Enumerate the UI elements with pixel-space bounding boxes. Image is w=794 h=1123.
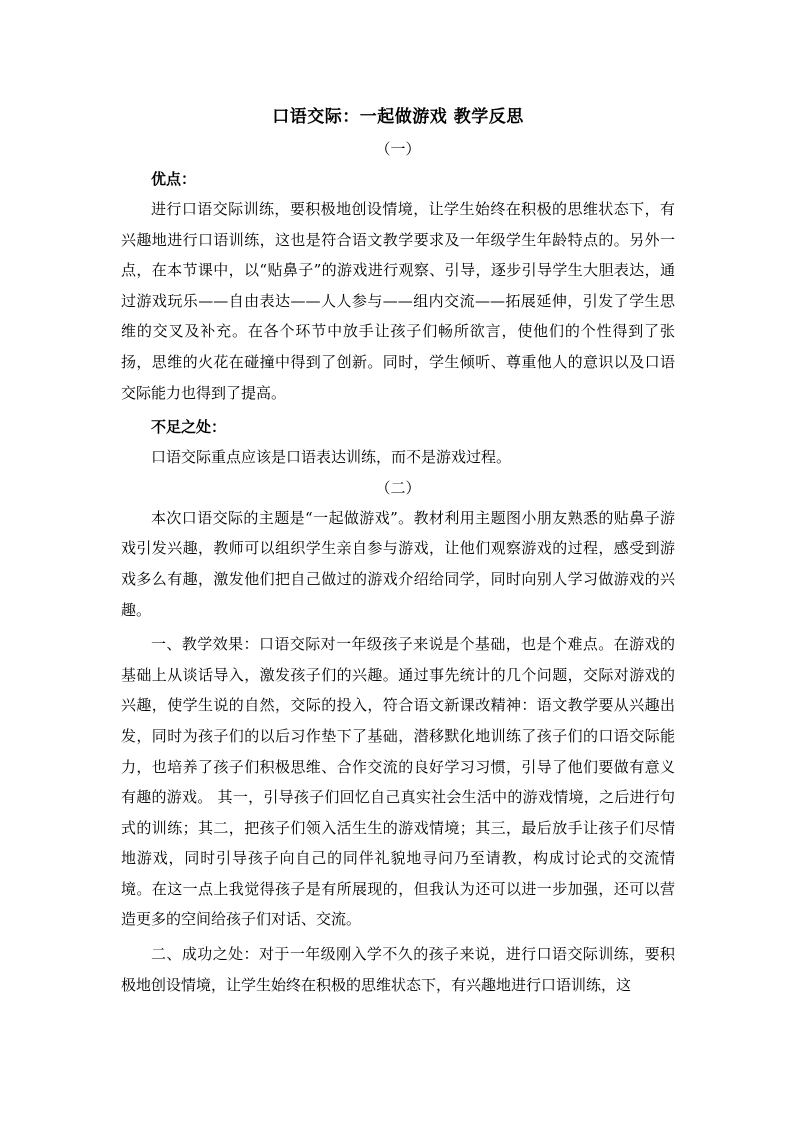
weakness-paragraph: 口语交际重点应该是口语表达训练，而不是游戏过程。 (151, 448, 512, 467)
section-number-1: （一） (375, 140, 421, 158)
strengths-paragraph: 进行口语交际训练，要积极地创设情境，让学生始终在积极的思维状态下，有兴趣地进行口语训练，这也是符合语文教学要求及一年级学生年龄特点的。另外一点，在本节课中，以“贴鼻子”的游戏进行观察、引导，逐步引导学生大胆表达，通过游戏玩乐——自由表达——人人参与——组内交流——拓展延伸，引发了学生思维的交叉及补充。在各个环节中放手让孩子们畅所欲言，使他们的个性得到了张扬，思维的火花在碰撞中得到了创新。同时，学生倾听、尊重他人的意识以及口语交际能力也得到了提高。 (121, 200, 675, 402)
document-body (121, 100, 675, 1000)
teaching-effect-paragraph: 一、教学效果：口语交际对一年级孩子来说是个基础，也是个难点。在游戏的基础上从谈话导入，激发孩子们的兴趣。通过事先统计的几个问题，交际对游戏的兴趣，使学生说的自然，交际的投入，符合语文新课改精神：语文教学要从兴趣出发，同时为孩子们的以后习作垫下了基础，潜移默化地训练了孩子们的口语交际能力，也培养了孩子们积极思维、合作交流的良好学习习惯，引导了他们要做有意义有趣的游戏。 其一，引导孩子们回忆自己真实社会生活中的游戏情境，之后进行句式的训练；其二，把孩子们领入活生生的游戏情境；其三，最后放手让孩子们尽情地游戏，同时引导孩子向自己的同伴礼貌地寻问乃至请教，构成讨论式的交流情境。在这一点上我觉得孩子是有所展现的，但我认为还可以进一步加强，还可以营造更多的空间给孩子们对话、交流。 (121, 635, 675, 929)
success-paragraph: 二、成功之处：对于一年级刚入学不久的孩子来说，进行口语交际训练，要积极地创设情境，让学生始终在积极的思维状态下，有兴趣地进行口语训练，这 (121, 945, 675, 994)
strengths-heading: 优点： (151, 170, 197, 188)
weakness-heading: 不足之处： (151, 418, 227, 437)
intro-paragraph: 本次口语交际的主题是“一起做游戏”。教材利用主题图小朋友熟悉的贴鼻子游戏引发兴趣，教师可以组织学生亲自参与游戏，让他们观察游戏的过程，感受到游戏多么有趣，激发他们把自己做过的游戏介绍给同学，同时向别人学习做游戏的兴趣。 (121, 508, 675, 619)
section-number-2: （二） (375, 478, 421, 497)
document-title: 口语交际：一起做游戏 教学反思 (272, 107, 524, 127)
